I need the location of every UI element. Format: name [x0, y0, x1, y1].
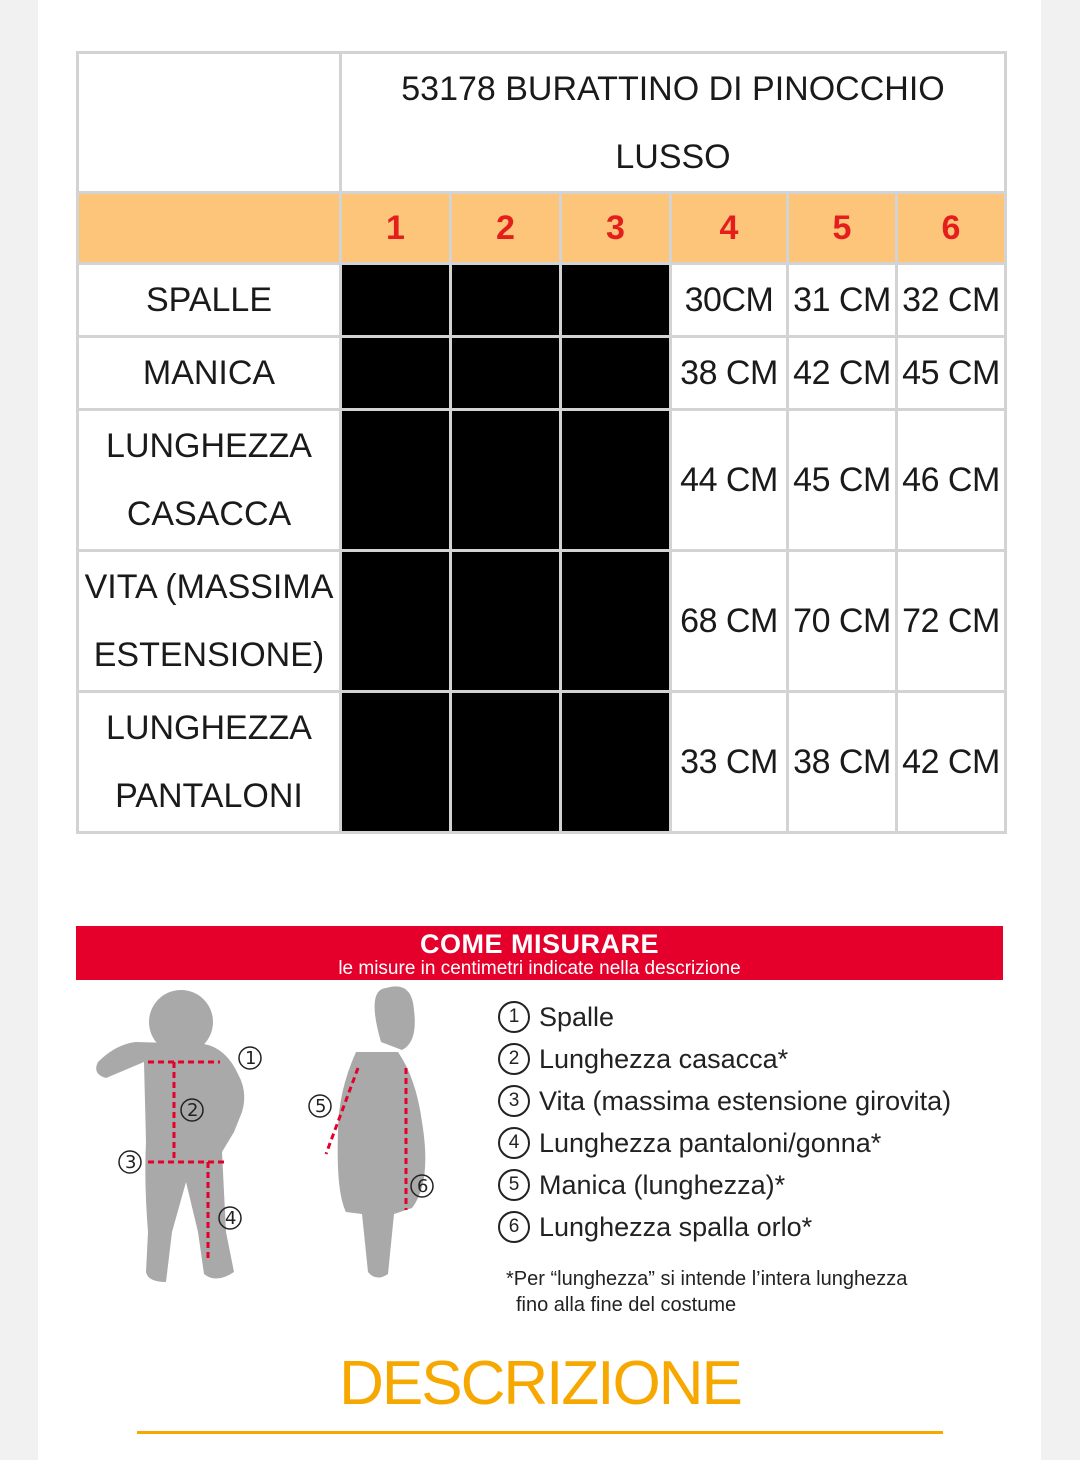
- svg-text:2: 2: [187, 1100, 199, 1121]
- legend-text: Lunghezza spalla orlo*: [539, 1211, 813, 1242]
- row-label: LUNGHEZZA CASACCA: [78, 410, 341, 551]
- number-circle: 4: [498, 1127, 530, 1159]
- legend-item: [498, 1038, 951, 1080]
- value-cell: 45 CM: [897, 337, 1006, 410]
- table-row: [78, 337, 1006, 410]
- redacted-cell: [561, 337, 671, 410]
- legend-item: [498, 996, 951, 1038]
- value-cell: 44 CM: [671, 410, 788, 551]
- value-cell: 70 CM: [788, 551, 897, 692]
- redacted-cell: [561, 264, 671, 337]
- row-label: LUNGHEZZA PANTALONI: [78, 692, 341, 833]
- value-cell: 38 CM: [788, 692, 897, 833]
- legend-text: Manica (lunghezza)*: [539, 1169, 786, 1200]
- legend-text: Spalle: [539, 1001, 615, 1032]
- redacted-cell: [341, 410, 451, 551]
- size-header-5: 5: [788, 193, 897, 264]
- redacted-cell: [451, 337, 561, 410]
- child-figures-illustration: [76, 982, 476, 1342]
- size-table: [76, 51, 1007, 834]
- legend-item: [498, 1164, 951, 1206]
- redacted-cell: [451, 264, 561, 337]
- value-cell: 33 CM: [671, 692, 788, 833]
- legend-item: [498, 1080, 951, 1122]
- size-header-6: 6: [897, 193, 1006, 264]
- redacted-cell: [561, 692, 671, 833]
- table-row: [78, 264, 1006, 337]
- redacted-cell: [341, 692, 451, 833]
- value-cell: 38 CM: [671, 337, 788, 410]
- measure-legend: [498, 996, 951, 1248]
- value-cell: 72 CM: [897, 551, 1006, 692]
- legend-text: Vita (massima estensione girovita): [539, 1085, 952, 1116]
- header-empty-cell: [78, 193, 341, 264]
- guide-subtitle: le misure in centimetri indicate nella descrizione: [338, 958, 741, 979]
- value-cell: 68 CM: [671, 551, 788, 692]
- svg-text:5: 5: [315, 1096, 327, 1117]
- number-circle: 2: [498, 1043, 530, 1075]
- svg-text:6: 6: [417, 1176, 429, 1197]
- svg-text:4: 4: [225, 1208, 237, 1229]
- size-header-2: 2: [451, 193, 561, 264]
- description-heading: DESCRIZIONE: [339, 1349, 741, 1418]
- legend-text: Lunghezza pantaloni/gonna*: [539, 1127, 882, 1158]
- product-title: 53178 BURATTINO DI PINOCCHIO LUSSO: [341, 53, 1006, 193]
- redacted-cell: [451, 692, 561, 833]
- guide-title: COME MISURARE: [419, 929, 659, 959]
- redacted-cell: [451, 410, 561, 551]
- note-line-2: fino alla fine del costume: [516, 1294, 737, 1316]
- number-circle: 1: [498, 1001, 530, 1033]
- redacted-cell: [561, 551, 671, 692]
- child-front-figure: [96, 990, 244, 1282]
- guide-banner: [76, 926, 1003, 980]
- value-cell: 42 CM: [897, 692, 1006, 833]
- number-circle: 5: [498, 1169, 530, 1201]
- legend-text: Lunghezza casacca*: [539, 1043, 789, 1074]
- value-cell: 30CM: [671, 264, 788, 337]
- value-cell: 45 CM: [788, 410, 897, 551]
- redacted-cell: [341, 551, 451, 692]
- heading-underline: [137, 1431, 943, 1434]
- size-header-3: 3: [561, 193, 671, 264]
- svg-text:3: 3: [125, 1152, 137, 1173]
- row-label: VITA (MASSIMA ESTENSIONE): [78, 551, 341, 692]
- row-label: MANICA: [78, 337, 341, 410]
- value-cell: 42 CM: [788, 337, 897, 410]
- table-row: [78, 410, 1006, 551]
- size-header-4: 4: [671, 193, 788, 264]
- table-corner-cell: [78, 53, 341, 193]
- svg-text:1: 1: [245, 1048, 257, 1069]
- child-side-figure: [338, 986, 429, 1277]
- value-cell: 32 CM: [897, 264, 1006, 337]
- size-header-1: 1: [341, 193, 451, 264]
- row-label: SPALLE: [78, 264, 341, 337]
- redacted-cell: [451, 551, 561, 692]
- size-header-row: [78, 193, 1006, 264]
- value-cell: 31 CM: [788, 264, 897, 337]
- number-circle: 6: [498, 1211, 530, 1243]
- legend-item: [498, 1122, 951, 1164]
- table-row: [78, 551, 1006, 692]
- value-cell: 46 CM: [897, 410, 1006, 551]
- redacted-cell: [341, 264, 451, 337]
- legend-item: [498, 1206, 951, 1248]
- redacted-cell: [561, 410, 671, 551]
- note-line-1: *Per “lunghezza” si intende l’intera lunghezza: [506, 1268, 908, 1290]
- length-note: [506, 1266, 907, 1318]
- redacted-cell: [341, 337, 451, 410]
- number-circle: 3: [498, 1085, 530, 1117]
- table-row: [78, 692, 1006, 833]
- measuring-guide: [76, 926, 1003, 1344]
